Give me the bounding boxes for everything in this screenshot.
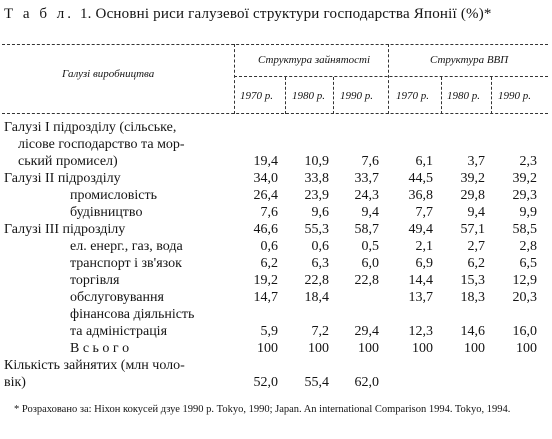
table-cell: 29,3 — [512, 188, 537, 203]
table-cell: 9,4 — [467, 205, 485, 220]
table-cell: 39,2 — [460, 171, 485, 186]
table-cell: 6,2 — [467, 256, 485, 271]
table-cell: 55,4 — [304, 375, 329, 390]
table-cell: 23,9 — [304, 188, 329, 203]
table-cell: 7,6 — [361, 154, 379, 169]
sector-column-header: Галузі виробництва — [62, 68, 155, 80]
table-cell: 0,5 — [361, 239, 379, 254]
table-cell: 9,4 — [361, 205, 379, 220]
table-cell: 46,6 — [253, 222, 278, 237]
table-cell: 100 — [464, 341, 485, 356]
row-label: Галузі II підрозділу — [4, 171, 121, 186]
table-cell: 100 — [358, 341, 379, 356]
table-cell: 14,4 — [408, 273, 433, 288]
table-caption — [4, 6, 492, 23]
table-cell: 52,0 — [253, 375, 278, 390]
row-label: ел. енерг., газ, вода — [70, 239, 183, 254]
table-cell: 20,3 — [512, 290, 537, 305]
table-cell: 6,9 — [415, 256, 433, 271]
table-cell: 2,7 — [467, 239, 485, 254]
table-cell: 39,2 — [512, 171, 537, 186]
table-cell: 6,5 — [519, 256, 537, 271]
table-cell: 36,8 — [408, 188, 433, 203]
table-cell: 26,4 — [253, 188, 278, 203]
table-cell: 2,3 — [519, 154, 537, 169]
year-header: 1990 р. — [340, 90, 373, 102]
table-cell: 29,8 — [460, 188, 485, 203]
year-header: 1990 р. — [498, 90, 531, 102]
table-cell: 10,9 — [304, 154, 329, 169]
row-label: та адміністрація — [70, 324, 168, 339]
row-label: В с ь о г о — [70, 341, 130, 356]
table-cell: 57,1 — [460, 222, 485, 237]
row-label: обслуговування — [70, 290, 164, 305]
table-cell: 18,4 — [304, 290, 329, 305]
header-bottom-rule — [2, 113, 548, 114]
top-rule — [2, 44, 548, 45]
table-cell: 49,4 — [408, 222, 433, 237]
table-cell: 22,8 — [354, 273, 379, 288]
table-cell: 19,4 — [253, 154, 278, 169]
table-cell: 58,7 — [354, 222, 379, 237]
caption-title: 1. Основні риси галузевої структури господарства Японії (%)* — [79, 6, 492, 22]
year-header: 1970 р. — [240, 90, 273, 102]
header-divider-sector — [234, 44, 235, 114]
table-cell: 15,3 — [460, 273, 485, 288]
table-cell: 7,6 — [260, 205, 278, 220]
table-cell: 16,0 — [512, 324, 537, 339]
table-cell: 62,0 — [354, 375, 379, 390]
table-cell: 6,1 — [415, 154, 433, 169]
row-label: транспорт і зв'язок — [70, 256, 182, 271]
table-cell: 6,2 — [260, 256, 278, 271]
table-cell: 14,7 — [253, 290, 278, 305]
table-cell: 100 — [412, 341, 433, 356]
row-label: промисловість — [70, 188, 157, 203]
table-cell: 3,7 — [467, 154, 485, 169]
table-cell: 0,6 — [260, 239, 278, 254]
table-cell: 6,3 — [311, 256, 329, 271]
table-cell: 7,2 — [311, 324, 329, 339]
table-cell: 18,3 — [460, 290, 485, 305]
table-cell: 19,2 — [253, 273, 278, 288]
row-label: лісове господарство та мор- — [18, 137, 185, 152]
table-cell: 33,7 — [354, 171, 379, 186]
header-divider-y2 — [333, 77, 334, 114]
header-divider-groups — [388, 44, 389, 114]
table-cell: 2,8 — [519, 239, 537, 254]
year-header: 1980 р. — [447, 90, 480, 102]
table-cell: 100 — [257, 341, 278, 356]
header-divider-y1 — [285, 77, 286, 114]
table-cell: 9,6 — [311, 205, 329, 220]
row-label: Галузі І підрозділу (сільське, — [4, 120, 177, 135]
table-cell: 33,8 — [304, 171, 329, 186]
year-header: 1970 р. — [396, 90, 429, 102]
table-cell: 0,6 — [311, 239, 329, 254]
row-label: будівництво — [70, 205, 143, 220]
row-label: Кількість зайнятих (млн чоло- — [4, 358, 185, 373]
table-cell: 12,9 — [512, 273, 537, 288]
employment-group-header: Структура зайнятості — [258, 54, 371, 66]
year-header: 1980 р. — [292, 90, 325, 102]
table-cell: 2,1 — [415, 239, 433, 254]
row-label: торгівля — [70, 273, 120, 288]
row-label: фінансова діяльність — [70, 307, 195, 322]
table-cell: 22,8 — [304, 273, 329, 288]
table-cell: 6,0 — [361, 256, 379, 271]
table-cell: 24,3 — [354, 188, 379, 203]
table-cell: 34,0 — [253, 171, 278, 186]
header-divider-y4 — [441, 77, 442, 114]
table-cell: 9,9 — [519, 205, 537, 220]
caption-label: Т а б л. — [4, 6, 74, 22]
footnote: * Розраховано за: Ніхон кокусей дзуе 1990 р. Tokyo, 1990; Japan. An international Comparison 1994. Tokyo, 1994. — [14, 404, 511, 415]
group-rule — [234, 76, 548, 77]
table-cell: 44,5 — [408, 171, 433, 186]
table-cell: 12,3 — [408, 324, 433, 339]
gdp-group-header: Структура ВВП — [430, 54, 509, 66]
table-cell: 14,6 — [460, 324, 485, 339]
table-cell: 7,7 — [415, 205, 433, 220]
table-cell: 55,3 — [304, 222, 329, 237]
header-divider-y5 — [491, 77, 492, 114]
table-cell: 5,9 — [260, 324, 278, 339]
row-label: вік) — [4, 375, 26, 390]
table-cell: 100 — [516, 341, 537, 356]
table-cell: 13,7 — [408, 290, 433, 305]
table-cell: 58,5 — [512, 222, 537, 237]
row-label: Галузі III підрозділу — [4, 222, 126, 237]
row-label: ський промисел) — [18, 154, 118, 169]
table-cell: 29,4 — [354, 324, 379, 339]
table-cell: 100 — [308, 341, 329, 356]
